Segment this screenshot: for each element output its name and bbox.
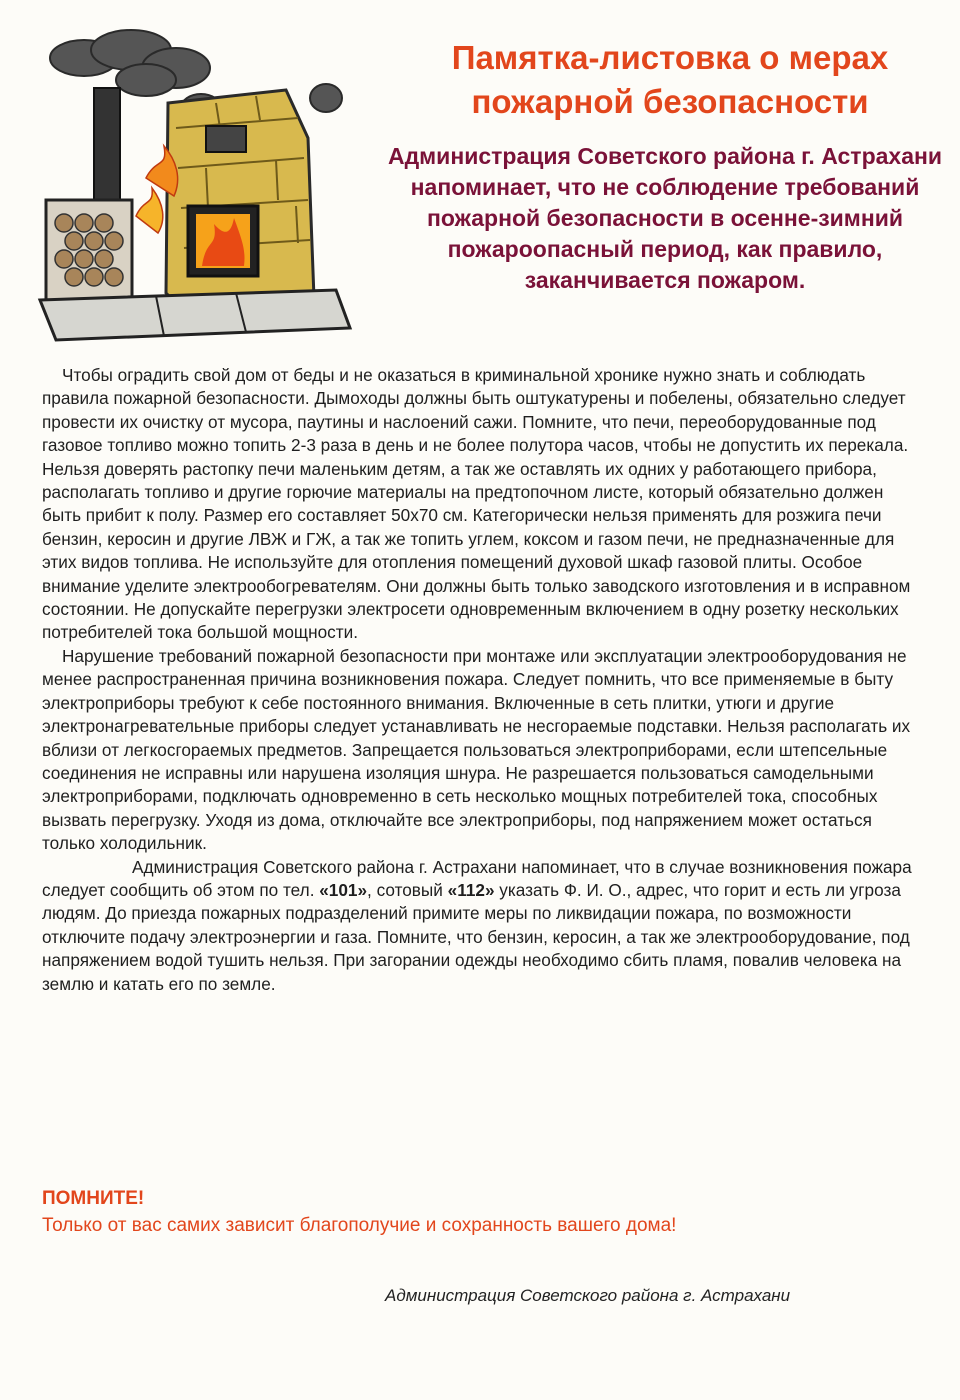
page-subtitle: Администрация Советского района г. Астрахани напоминает, что не соблюдение требований пожарной безопасности в осенне-зимний пожароопасный период, как правило, заканчивается пожаром. [387, 143, 943, 293]
emergency-text-end: указать Ф. И. О., адрес, что горит и есть ли угроза людям. До приезда пожарных подразделений примите меры по ликвидации пожара, по возможности отключите подачу электроэнергии и газа. Помните, что бензин, керосин, а так же электрооборудование, под напряжением водой тушить нельзя. При загорании одежды необходимо сбить пламя, повалив человека на землю и катать его по земле. [42, 879, 910, 994]
fireplace-stove-icon [36, 28, 356, 346]
paragraph-electrical-safety: Нарушение требований пожарной безопасности при монтаже или эксплуатации электрооборудования не менее распространенная причина возникновения пожара. Следует помнить, что все применяемые в быту электроприборы требуют к себе постоянного внимания. Включенные в сеть плитки, утюги и другие электронагревательные приборы следует устанавливать не несгораемые подставки. Нельзя располагать их вблизи от легкосгораемых предметов. Запрещается пользоваться электроприборами, если штепсельные соединения не исправны или нарушена изоляция шнура. Не разрешается пользоваться самодельными электроприборами, подключать одновременно в сеть несколько мощных потребителей тока, способных вызвать перегрузку. Уходя из дома, отключайте все электроприборы, под напряжением может остаться только холодильник. [42, 645, 911, 854]
warning-title: ПОМНИТЕ! [42, 1188, 145, 1209]
paragraph-stove-safety: Чтобы оградить свой дом от беды и не оказаться в криминальной хронике нужно знать и соблюдать правила пожарной безопасности. Дымоходы должны быть оштукатурены и побелены, обязательно следует провести их очистку от мусора, паутины и наслоений сажи. Помните, что печи, переоборудованные под газовое топливо можно топить 2-3 раза в день и не более полутора часов, чтобы не допустить их перекала. Нельзя доверять растопку печи маленьким детям, а так же оставлять их одних у работающего прибора, располагать топливо и другие горючие материалы на предтопочном листе, который обязательно должен быть прибит к полу. Размер его составляет 50х70 см. Категорически нельзя применять для розжига печи бензин, керосин и другие ЛВЖ и ГЖ, а так же топить углем, коксом и газом печи, не предназначенные для этих видов топлива. Не используйте для отопления помещений духовой шкаф газовой плиты. Особое внимание уделите электрообогревателям. Они должны быть только заводского изготовления и в исправном состоянии. Не допускайте перегрузки электросети одновременным включением в одну розетку нескольких потребителей тока большой мощности. [42, 365, 911, 643]
page-title: Памятка-листовка о мерах пожарной безопасности [451, 39, 889, 120]
signature: Администрация Советского района г. Астрахани [385, 1286, 791, 1305]
phone-number-101: «101» [319, 879, 368, 900]
warning-text: Только от вас самих зависит благополучие и сохранность вашего дома! [42, 1215, 677, 1236]
paragraph-emergency [42, 856, 918, 996]
phone-number-112: «112» [447, 879, 495, 900]
emergency-text-start: Администрация Советского района г. Астрахани напоминает, что в случае возникновения пожара следует сообщить об этом по тел. [42, 856, 912, 900]
main-text [42, 364, 918, 996]
emergency-text-mid: , сотовый [367, 879, 448, 900]
